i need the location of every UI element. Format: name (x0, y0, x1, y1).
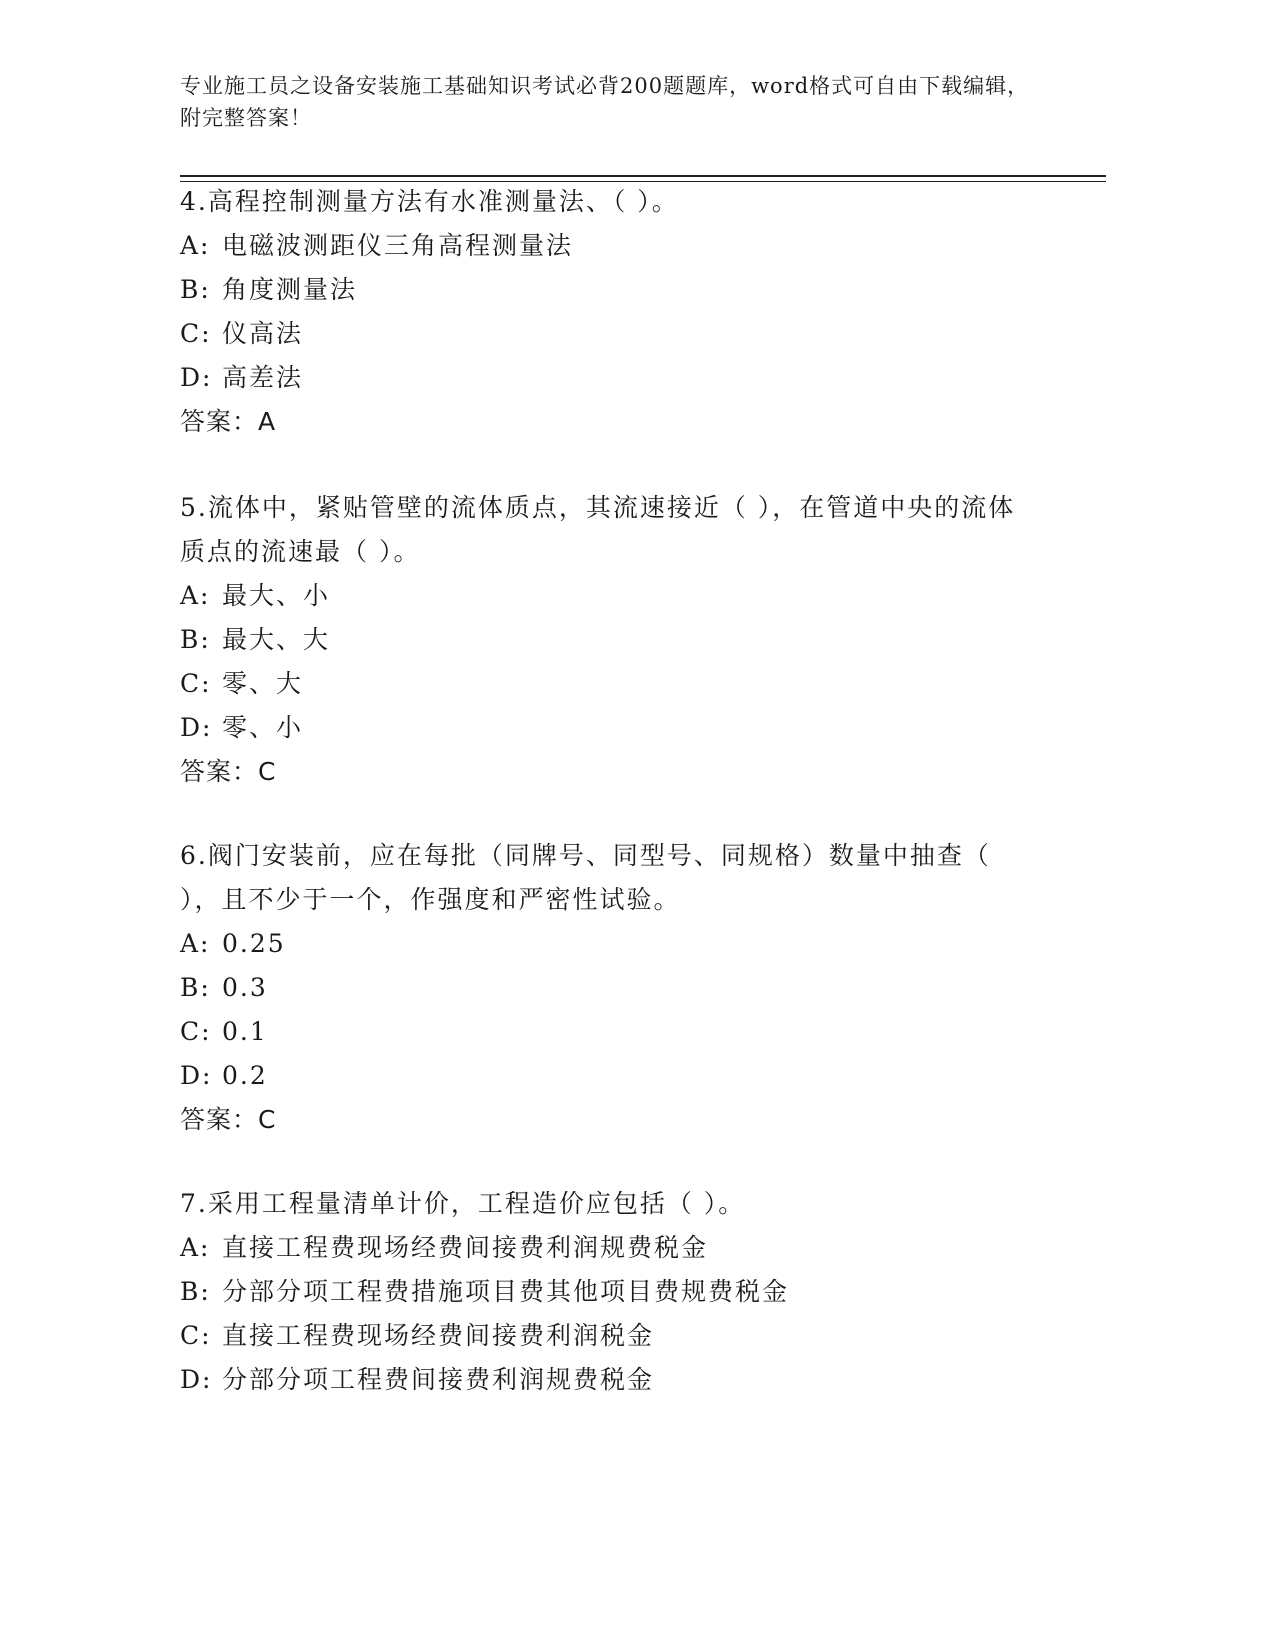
question-stem: 7.采用工程量清单计价，工程造价应包括（ ）。 (180, 1189, 746, 1218)
option-key: A: (180, 581, 211, 610)
option-a (180, 574, 1040, 618)
option-c (180, 1314, 1040, 1358)
option-key: B: (180, 973, 211, 1002)
answer: 答案：A (180, 407, 277, 436)
question-stem: 4.高程控制测量方法有水准测量法、（ ）。 (180, 187, 679, 216)
option-c (180, 1010, 1040, 1054)
option-key: A: (180, 1233, 211, 1262)
option-a (180, 922, 1040, 966)
option-text: 分部分项工程费措施项目费其他项目费规费税金 (222, 1277, 790, 1306)
option-text: 零、小 (222, 713, 304, 742)
option-text: 0.25 (222, 929, 286, 958)
option-text: 零、大 (222, 669, 304, 698)
option-text: 0.2 (222, 1061, 268, 1090)
option-key: C: (180, 669, 212, 698)
question-stem: 6.阀门安装前，应在每批（同牌号、同型号、同规格）数量中抽查（ ），且不少于一个，作强度和严密性试验。 (180, 841, 991, 914)
option-key: B: (180, 625, 211, 654)
option-text: 仪高法 (222, 319, 304, 348)
option-text: 0.3 (222, 973, 268, 1002)
option-text: 直接工程费现场经费间接费利润税金 (222, 1321, 655, 1350)
option-b (180, 1270, 1040, 1314)
option-text: 直接工程费现场经费间接费利润规费税金 (222, 1233, 709, 1262)
option-text: 高差法 (222, 363, 304, 392)
option-key: C: (180, 1017, 212, 1046)
option-a (180, 1226, 1040, 1270)
question-6 (180, 834, 1040, 1142)
option-text: 角度测量法 (222, 275, 358, 304)
option-a (180, 224, 1040, 268)
option-text: 最大、大 (222, 625, 331, 654)
option-key: B: (180, 1277, 211, 1306)
option-b (180, 966, 1040, 1010)
option-d (180, 1358, 1040, 1402)
question-stem: 5.流体中，紧贴管壁的流体质点，其流速接近（ ），在管道中央的流体质点的流速最（ ）。 (180, 493, 1016, 566)
option-b (180, 618, 1040, 662)
answer: 答案：C (180, 757, 277, 786)
question-5 (180, 486, 1040, 794)
option-text: 0.1 (222, 1017, 268, 1046)
option-b (180, 268, 1040, 312)
option-c (180, 662, 1040, 706)
question-7 (180, 1182, 1040, 1402)
option-text: 最大、小 (222, 581, 331, 610)
option-text: 分部分项工程费间接费利润规费税金 (222, 1365, 655, 1394)
option-key: C: (180, 1321, 212, 1350)
option-key: C: (180, 319, 212, 348)
question-4 (180, 180, 1040, 444)
option-key: A: (180, 929, 211, 958)
option-key: D: (180, 713, 213, 742)
option-key: D: (180, 1061, 213, 1090)
option-text: 电磁波测距仪三角高程测量法 (222, 231, 574, 260)
option-d (180, 1054, 1040, 1098)
header-divider-thick (180, 175, 1106, 177)
option-d (180, 706, 1040, 750)
document-header: 专业施工员之设备安装施工基础知识考试必背200题题库，word格式可自由下载编辑，附完整答案！ (180, 74, 1030, 130)
answer: 答案：C (180, 1105, 277, 1134)
option-key: D: (180, 1365, 213, 1394)
option-key: D: (180, 363, 213, 392)
option-c (180, 312, 1040, 356)
option-key: A: (180, 231, 211, 260)
option-d (180, 356, 1040, 400)
option-key: B: (180, 275, 211, 304)
